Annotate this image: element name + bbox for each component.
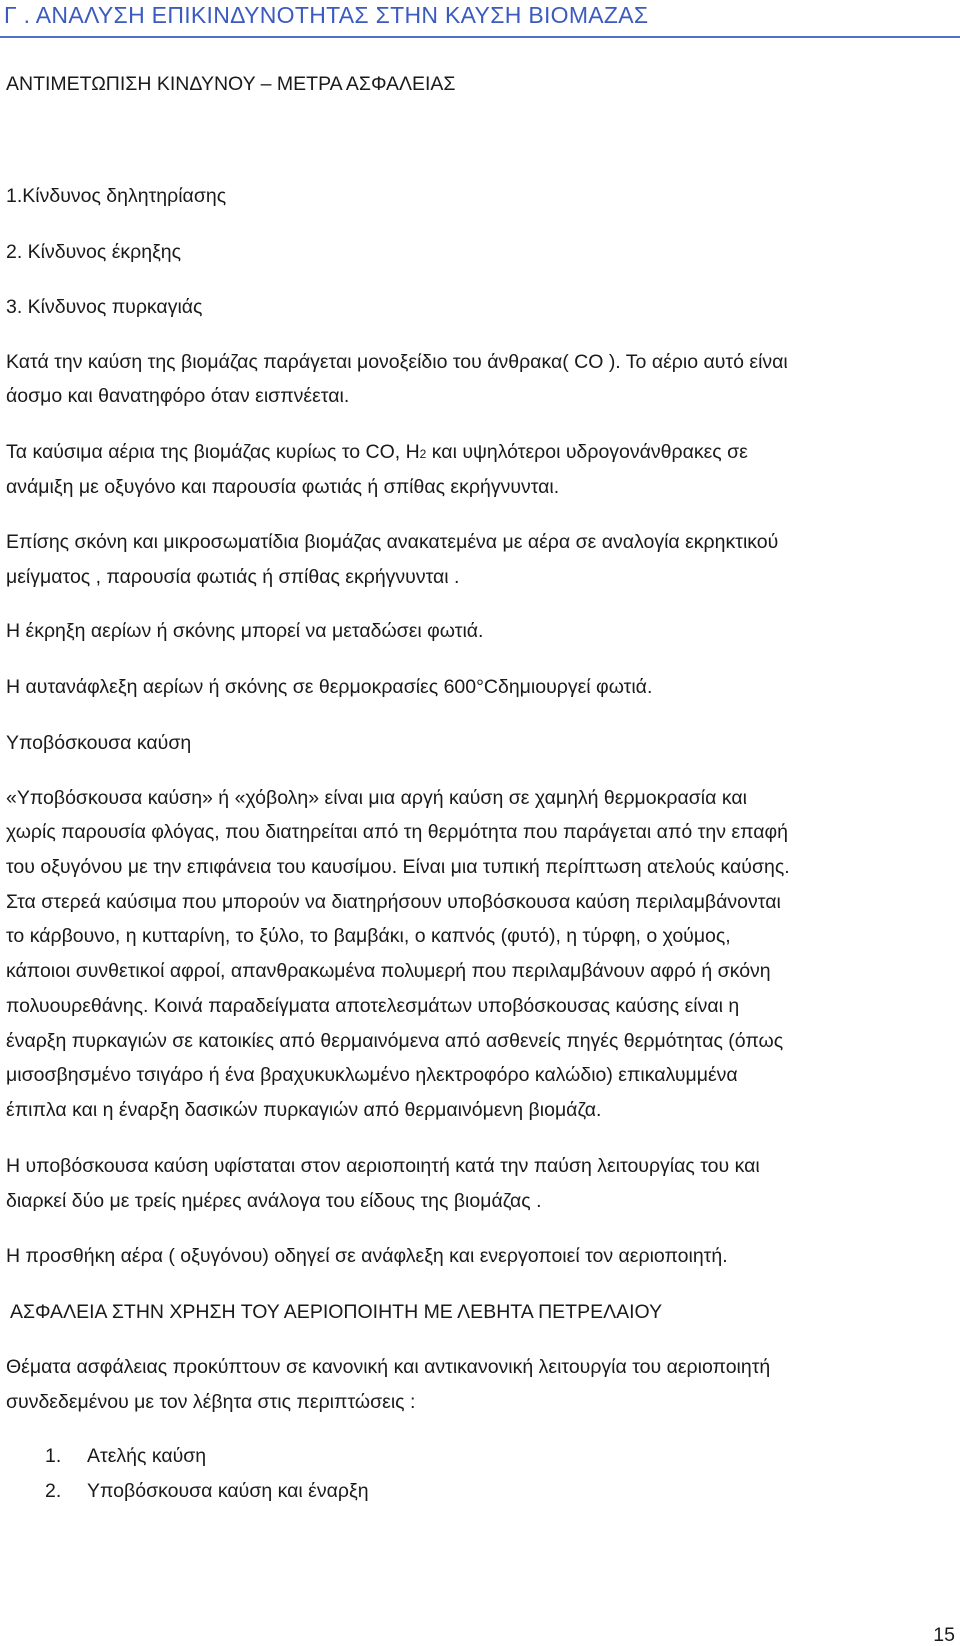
paragraph-co-line: άοσμο και θανατηφόρο όταν εισπνέεται. <box>6 385 350 407</box>
page-number: 15 <box>933 1624 955 1646</box>
paragraph-safety-intro-line: συνδεδεμένου με τον λέβητα στις περιπτώσεις : <box>6 1391 416 1413</box>
paragraph-dust-line: μείγματος , παρουσία φωτιάς ή σπίθας εκρήγνυνται . <box>6 566 460 588</box>
list-item-number: 2. <box>45 1480 62 1502</box>
paragraph-air: Η προσθήκη αέρα ( οξυγόνου) οδηγεί σε ανάφλεξη και ενεργοποιεί τον αεριοποιητή. <box>6 1245 728 1267</box>
paragraph-gasifier-line: Η υποβόσκουσα καύση υφίσταται στον αεριοποιητή κατά την παύση λειτουργίας του και <box>6 1155 760 1177</box>
paragraph-gasifier-line: διαρκεί δύο με τρείς ημέρες ανάλογα του είδους της βιομάζας . <box>6 1190 542 1212</box>
section-title-safety: ΑΣΦΑΛΕΙΑ ΣΤΗΝ ΧΡΗΣΗ ΤΟΥ ΑΕΡΙΟΠΟΙΗΤΗ ΜΕ ΛΕΒΗΤΑ ΠΕΤΡΕΛΑΙΟΥ <box>10 1301 663 1323</box>
list-item-text: Υποβόσκουσα καύση και έναρξη <box>87 1480 369 1502</box>
gases-text-before: Τα καύσιμα αέρια της βιομάζας κυρίως το CO, H <box>6 441 420 463</box>
paragraph-smoldering-line: έπιπλα και η έναρξη δασικών πυρκαγιών από θερμαινόμενη βιομάζα. <box>6 1099 602 1121</box>
paragraph-smoldering-line: του οξυγόνου με την επιφάνεια του καυσίμου. Είναι μια τυπική περίπτωση ατελούς καύσης. <box>6 856 790 878</box>
paragraph-autoignition: Η αυτανάφλεξη αερίων ή σκόνης σε θερμοκρασίες 600°Cδημιουργεί φωτιά. <box>6 676 653 698</box>
paragraph-explosion: Η έκρηξη αερίων ή σκόνης μπορεί να μεταδώσει φωτιά. <box>6 620 484 642</box>
paragraph-gases-line: ανάμιξη με οξυγόνο και παρουσία φωτιάς ή σπίθας εκρήγνυνται. <box>6 476 560 498</box>
list-item-number: 1. <box>45 1445 62 1467</box>
paragraph-smoldering-line: «Υποβόσκουσα καύση» ή «χόβολη» είναι μια αργή καύση σε χαμηλή θερμοκρασία και <box>6 787 747 809</box>
paragraph-smoldering-line: πολυουρεθάνης. Κοινά παραδείγματα αποτελεσμάτων υποβόσκουσας καύσης είναι η <box>6 995 740 1017</box>
paragraph-smoldering-line: κάποιοι συνθετικοί αφροί, απανθρακωμένα πολυμερή που περιλαμβάνουν αφρό ή σκόνη <box>6 960 771 982</box>
paragraph-safety-intro-line: Θέματα ασφάλειας προκύπτουν σε κανονική και αντικανονική λειτουργία του αεριοποιητή <box>6 1356 771 1378</box>
chapter-heading: Γ . ΑΝΑΛΥΣΗ ΕΠΙΚΙΝΔΥΝΟΤΗΤΑΣ ΣΤΗΝ ΚΑΥΣΗ ΒΙΟΜΑΖΑΣ <box>4 2 649 28</box>
list-item-text: Ατελής καύση <box>87 1445 207 1467</box>
paragraph-smoldering-line: μισοσβησμένο τσιγάρο ή ένα βραχυκυκλωμένο ηλεκτροφόρο καλώδιο) επικαλυμμένα <box>6 1064 738 1086</box>
paragraph-co-line: Κατά την καύση της βιομάζας παράγεται μονοξείδιο του άνθρακα( CO ). Το αέριο αυτό είναι <box>6 351 788 373</box>
paragraph-smoldering-line: έναρξη πυρκαγιών σε κατοικίες από θερμαινόμενα από ασθενείς πηγές θερμότητας (όπως <box>6 1030 784 1052</box>
paragraph-smoldering-line: το κάρβουνο, η κυτταρίνη, το ξύλο, το βαμβάκι, ο καπνός (φυτό), η τύρφη, ο χούμος, <box>6 925 731 947</box>
paragraph-smoldering-line: Στα στερεά καύσιμα που μπορούν να διατηρήσουν υποβόσκουσα καύση περιλαμβάνονται <box>6 891 781 913</box>
subheading-smoldering: Υποβόσκουσα καύση <box>6 732 192 754</box>
paragraph-gases-line <box>6 440 748 466</box>
risk-item-explosion: 2. Κίνδυνος έκρηξης <box>6 241 182 263</box>
hydrogen-subscript: 2 <box>419 447 427 461</box>
risk-item-fire: 3. Κίνδυνος πυρκαγιάς <box>6 296 203 318</box>
paragraph-smoldering-line: χωρίς παρουσία φλόγας, που διατηρείται από τη θερμότητα που παράγεται από την επαφή <box>6 821 789 843</box>
gases-text-after: και υψηλότεροι υδρογονάνθρακες σε <box>426 441 748 463</box>
risk-item-poisoning: 1.Κίνδυνος δηλητηρίασης <box>6 185 227 207</box>
heading-underline <box>0 36 960 38</box>
section-title-risk-measures: ΑΝΤΙΜΕΤΩΠΙΣΗ ΚΙΝΔΥΝΟΥ – ΜΕΤΡΑ ΑΣΦΑΛΕΙΑΣ <box>6 73 456 95</box>
paragraph-dust-line: Επίσης σκόνη και μικροσωματίδια βιομάζας ανακατεμένα με αέρα σε αναλογία εκρηκτικού <box>6 531 779 553</box>
